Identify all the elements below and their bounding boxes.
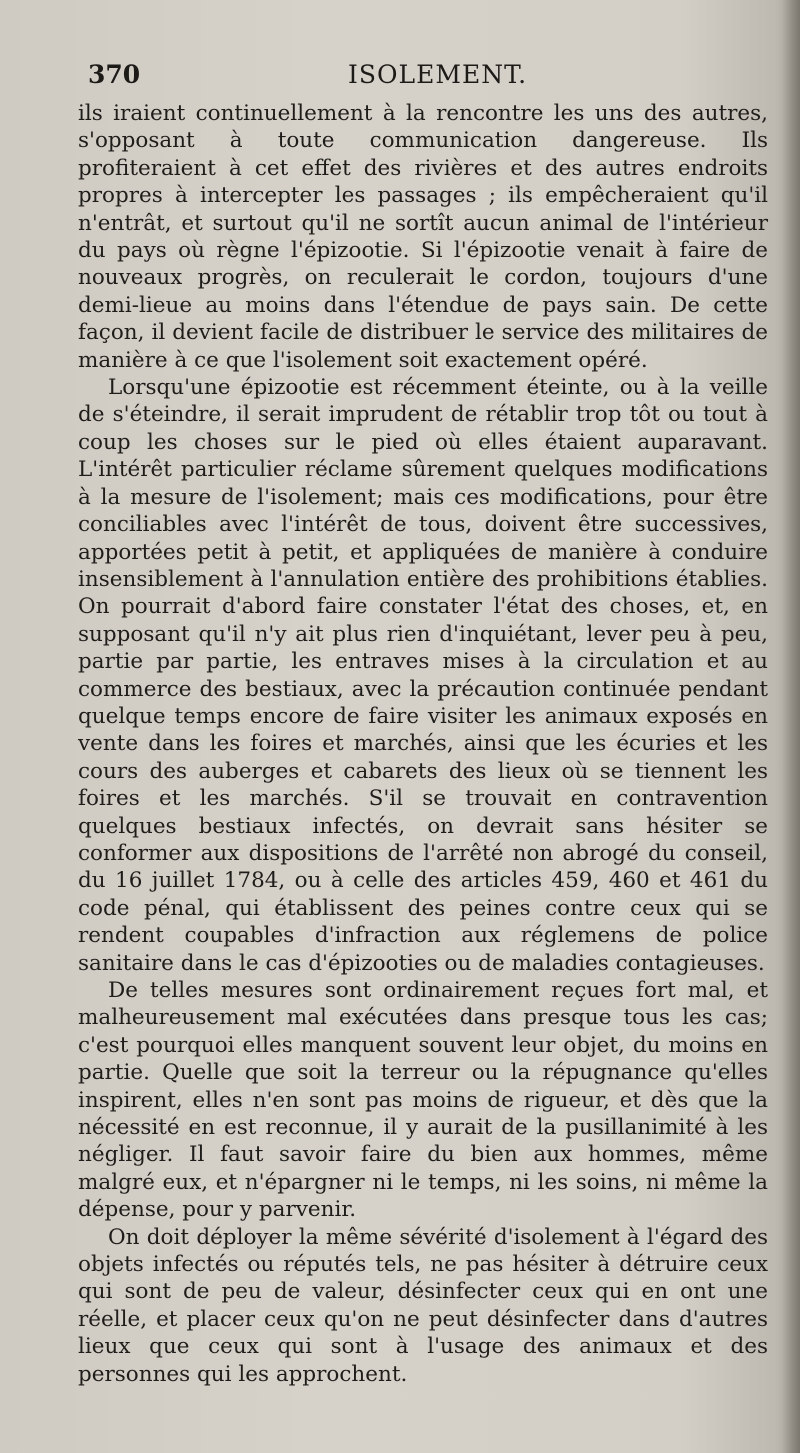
page-header: [88, 60, 708, 96]
paragraph-3: De telles mesures sont ordinairement reçues fort mal, et malheureusement mal exécutées dans presque tous les cas; c'est pourquoi elles manquent souvent leur objet, du moins en partie. Quelle que soit la terreur ou la répugnance qu'elles inspirent, elles n'en sont pas moins de rigueur, et dès que la nécessité en est reconnue, il y aurait de la pusillanimité à les négliger. Il faut savoir faire du bien aux hommes, même malgré eux, et n'épargner ni le temps, ni les soins, ni même la dépense, pour y parvenir.: [78, 978, 768, 1223]
page-number: 370: [88, 60, 141, 89]
running-head: ISOLEMENT.: [348, 60, 528, 89]
paragraph-2: Lorsqu'une épizootie est récemment éteinte, ou à la veille de s'éteindre, il serait imprudent de rétablir trop tôt ou tout à coup les choses sur le pied où elles étaient auparavant. L'intérêt particulier réclame sûrement quelques modifications à la mesure de l'isolement; mais ces modifications, pour être conciliables avec l'intérêt de tous, doivent être successives, apportées petit à petit, et appliquées de manière à conduire insensiblement à l'annulation entière des prohibitions établies. On pourrait d'abord faire constater l'état des choses, et, en supposant qu'il n'y ait plus rien d'inquiétant, lever peu à peu, partie par partie, les entraves mises à la circulation et au commerce des bestiaux, avec la précaution continuée pendant quelque temps encore de faire visiter les animaux exposés en vente dans les foires et marchés, ainsi que les écuries et les cours des auberges et cabarets des lieux où se tiennent les foires et les marchés. S'il se trouvait en contravention quelques bestiaux infectés, on devrait sans hésiter se conformer aux dispositions de l'arrêté non abrogé du conseil, du 16 juillet 1784, ou à celle des articles 459, 460 et 461 du code pénal, qui établissent des peines contre ceux qui se rendent coupables d'infraction aux réglemens de police sanitaire dans le cas d'épizooties ou de maladies contagieuses.: [78, 375, 768, 976]
paragraph-4: On doit déployer la même sévérité d'isolement à l'égard des objets infectés ou réputés tels, ne pas hésiter à détruire ceux qui sont de peu de valeur, désinfecter ceux qui en ont une réelle, et placer ceux qu'on ne peut désinfecter dans d'autres lieux que ceux qui sont à l'usage des animaux et des personnes qui les approchent.: [78, 1224, 768, 1387]
body-text: [78, 100, 768, 1388]
page-edge-shadow: [782, 0, 800, 1453]
paragraph-1: ils iraient continuellement à la rencontre les uns des autres, s'opposant à toute communication dangereuse. Ils profiteraient à cet effet des rivières et des autres endroits propres à intercepter les passages ; ils empêcheraient qu'il n'entrât, et surtout qu'il ne sortît aucun animal de l'intérieur du pays où règne l'épizootie. Si l'épizootie venait à faire de nouveaux progrès, on reculerait le cordon, toujours d'une demi-lieue au moins dans l'étendue de pays sain. De cette façon, il devient facile de distribuer le service des militaires de manière à ce que l'isolement soit exactement opéré.: [78, 101, 768, 373]
